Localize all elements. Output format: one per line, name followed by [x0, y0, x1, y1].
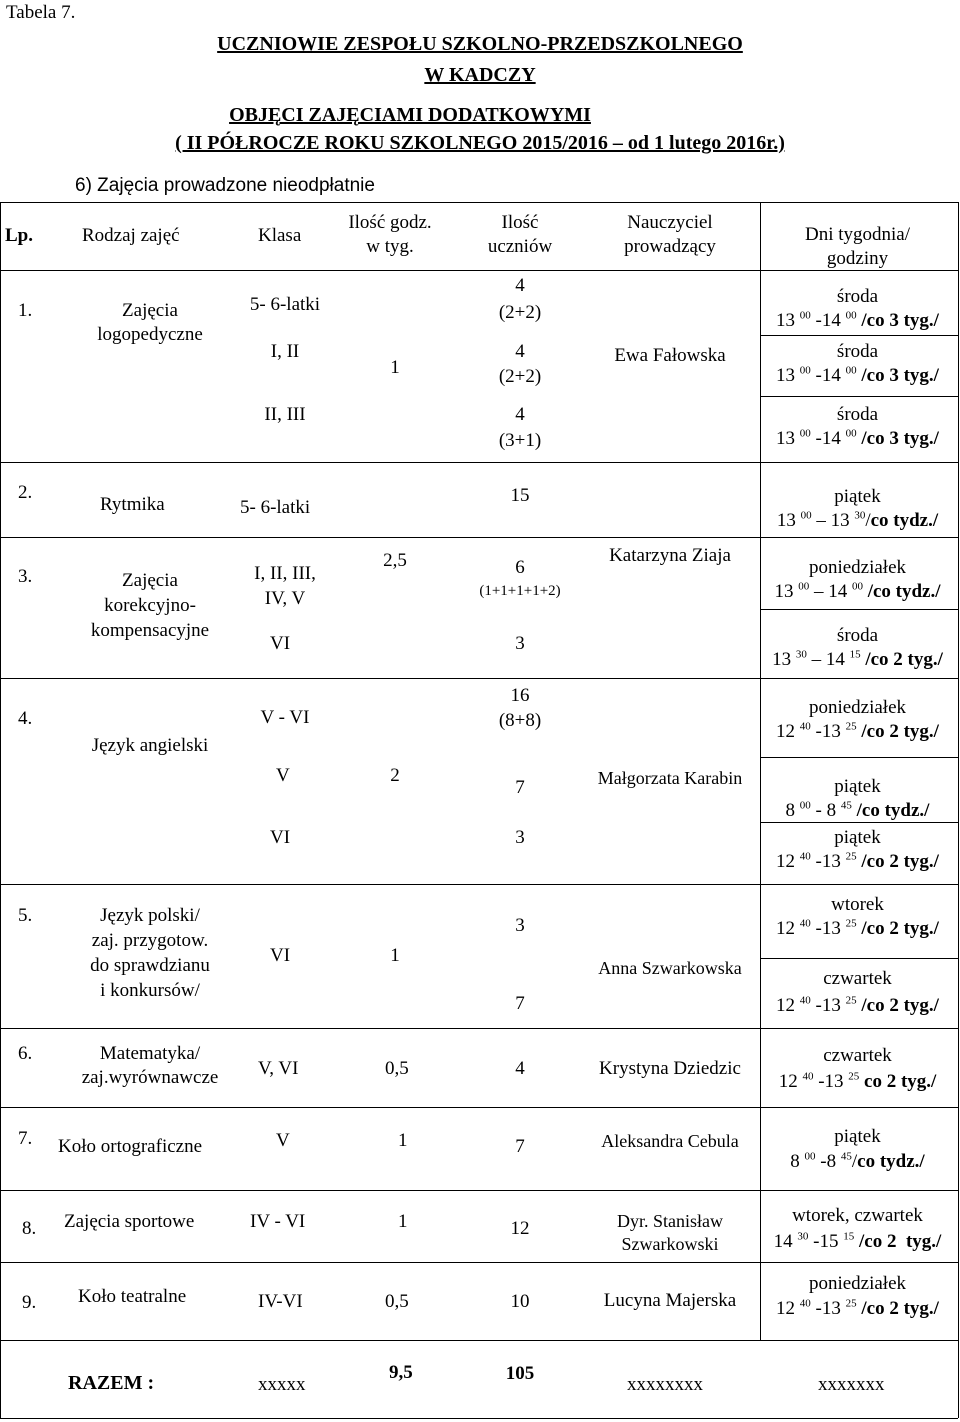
col-dni-2: godziny — [826, 248, 889, 269]
row-divider-8 — [0, 1262, 958, 1263]
row4-dni-2-time: 8 $^{00}$ - 8 $^{45}$ /co tydz./ — [785, 799, 930, 821]
row1-klasa-1: 5- 6-latki — [249, 294, 321, 315]
row2-dni-time: 13 $^{00}$ – 13 $^{30}$/co tydz./ — [776, 509, 939, 531]
row4-dni-2-day: piątek — [834, 776, 881, 797]
row5-naucz: Anna Szwarkowska — [598, 958, 742, 978]
row7-godz: 1 — [398, 1130, 408, 1151]
row1-dni-2-day: środa — [836, 341, 879, 362]
row4-uczn-1b: (8+8) — [498, 710, 542, 731]
col-rodzaj: Rodzaj zajęć — [82, 225, 180, 246]
row2-uczn: 15 — [510, 485, 530, 506]
row1-dni-3-time: 13 $^{00}$ -14 $^{00}$ /co 3 tyg./ — [776, 427, 939, 449]
row1-uczn-1: 4 — [515, 275, 525, 296]
title-line-1: UCZNIOWIE ZESPOŁU SZKOLNO-PRZEDSZKOLNEGO — [217, 33, 743, 55]
row3-klasa-3: VI — [270, 633, 291, 654]
row7-dni-day: piątek — [834, 1126, 881, 1147]
table-right-border — [958, 202, 959, 1418]
row3-naucz: Katarzyna Ziaja — [609, 545, 731, 566]
row4-klasa-1: V - VI — [260, 707, 310, 728]
row1-dni-1-day: środa — [836, 286, 879, 307]
total-godz: 9,5 — [389, 1362, 413, 1383]
row8-lp: 8. — [22, 1218, 37, 1239]
row1-dni-1-time: 13 $^{00}$ -14 $^{00}$ /co 3 tyg./ — [776, 309, 939, 331]
row1-rodzaj-1: Zajęcia — [122, 300, 178, 321]
row3-uczn-2: 3 — [515, 633, 525, 654]
row2-rodzaj: Rytmika — [100, 494, 165, 515]
table-left-border — [0, 202, 1, 1418]
table-top-border — [0, 202, 958, 203]
row3-dni-1-time: 13 $^{00}$ – 14 $^{00}$ /co tydz./ — [774, 580, 941, 602]
row7-rodzaj: Koło ortograficzne — [58, 1136, 203, 1157]
row3-dni-2-day: środa — [836, 625, 879, 646]
col-godz-2: w tyg. — [366, 236, 414, 257]
row1-uczn-2b: (2+2) — [498, 366, 542, 387]
row1-godz: 1 — [390, 357, 400, 378]
row6-rodzaj-1: Matematyka/ — [99, 1043, 201, 1064]
row5-uczn-1: 3 — [515, 915, 525, 936]
row4-divider-b — [760, 822, 958, 823]
row-divider-6 — [0, 1107, 958, 1108]
row4-rodzaj: Język angielski — [91, 735, 209, 756]
row7-uczn: 7 — [515, 1136, 525, 1157]
header-bottom-border — [0, 270, 958, 271]
row8-klasa: IV - VI — [250, 1211, 306, 1232]
row4-uczn-3: 3 — [515, 827, 525, 848]
row6-rodzaj-2: zaj.wyrównawcze — [81, 1067, 219, 1088]
row3-divider — [760, 609, 958, 610]
row1-uczn-3b: (3+1) — [498, 430, 542, 451]
row7-naucz: Aleksandra Cebula — [601, 1131, 739, 1151]
col-naucz-1: Nauczyciel — [627, 212, 713, 233]
col-lp: Lp. — [5, 225, 33, 246]
col-uczn-2: uczniów — [487, 236, 553, 257]
row4-dni-1-day: poniedziałek — [808, 697, 907, 718]
row3-rodzaj-2: korekcyjno- — [104, 595, 196, 616]
row1-uczn-1b: (2+2) — [498, 302, 542, 323]
table-label: Tabela 7. — [6, 2, 76, 23]
row-divider-7 — [0, 1190, 958, 1191]
row5-lp: 5. — [18, 905, 33, 926]
row8-dni-time: 14 $^{30}$ -15 $^{15}$ /co 2 tyg./ — [773, 1230, 942, 1252]
row1-klasa-2: I, II — [270, 341, 300, 362]
row8-uczn: 12 — [510, 1218, 530, 1239]
row1-divider-b — [760, 396, 958, 397]
row6-klasa: V, VI — [258, 1058, 299, 1079]
row-divider-4 — [0, 884, 958, 885]
row9-rodzaj: Koło teatralne — [78, 1286, 187, 1307]
row7-klasa: V — [276, 1130, 290, 1151]
row6-uczn: 4 — [515, 1058, 525, 1079]
row4-klasa-2: V — [276, 765, 290, 786]
row8-dni-day: wtorek, czwartek — [792, 1205, 923, 1226]
col-naucz-2: prowadzący — [624, 236, 716, 257]
row8-godz: 1 — [398, 1211, 408, 1232]
row5-godz: 1 — [390, 945, 400, 966]
row3-dni-2-time: 13 $^{30}$ – 14 $^{15}$ /co 2 tyg./ — [772, 648, 943, 670]
total-klasa: xxxxx — [258, 1374, 306, 1395]
title-line-3: OBJĘCI ZAJĘCIAMI DODATKOWYMI — [229, 104, 591, 126]
row6-dni-time: 12 $^{40}$ -13 $^{25}$ co 2 tyg./ — [778, 1070, 937, 1092]
row4-divider-a — [760, 757, 958, 758]
row3-uczn-1: 6 — [515, 557, 525, 578]
row3-klasa-1: I, II, III, — [254, 563, 316, 584]
row1-dni-3-day: środa — [836, 404, 879, 425]
total-label: RAZEM : — [68, 1372, 155, 1394]
row6-lp: 6. — [18, 1043, 33, 1064]
col-uczn-1: Ilość — [501, 212, 539, 233]
row5-rodzaj-4: i konkursów/ — [100, 980, 200, 1001]
row2-dni-day: piątek — [834, 486, 881, 507]
row9-naucz: Lucyna Majerska — [603, 1290, 737, 1311]
row1-naucz: Ewa Fałowska — [614, 345, 726, 366]
row-divider-3 — [0, 678, 958, 679]
row5-dni-2-time: 12 $^{40}$ -13 $^{25}$ /co 2 tyg./ — [776, 994, 939, 1016]
row9-dni-time: 12 $^{40}$ -13 $^{25}$ /co 2 tyg./ — [776, 1297, 939, 1319]
row4-dni-3-time: 12 $^{40}$ -13 $^{25}$ /co 2 tyg./ — [776, 850, 939, 872]
row-divider-9 — [0, 1340, 958, 1341]
table-bottom-border — [0, 1418, 958, 1419]
row5-divider — [760, 958, 958, 959]
row1-uczn-2: 4 — [515, 341, 525, 362]
dni-column-border — [760, 202, 761, 1340]
row8-naucz-2: Szwarkowski — [621, 1234, 719, 1254]
col-klasa: Klasa — [258, 225, 302, 246]
row7-dni-time: 8 $^{00}$ -8 $^{45}$/co tydz./ — [790, 1150, 925, 1172]
row7-lp: 7. — [18, 1128, 33, 1149]
row8-rodzaj: Zajęcia sportowe — [64, 1211, 195, 1232]
row3-rodzaj-1: Zajęcia — [122, 570, 178, 591]
row1-dni-2-time: 13 $^{00}$ -14 $^{00}$ /co 3 tyg./ — [776, 364, 939, 386]
row5-rodzaj-3: do sprawdzianu — [90, 955, 210, 976]
row9-lp: 9. — [22, 1292, 37, 1313]
row3-dni-1-day: poniedziałek — [808, 557, 907, 578]
row3-godz: 2,5 — [383, 550, 407, 571]
col-godz-1: Ilość godz. — [348, 212, 432, 233]
row6-dni-day: czwartek — [823, 1045, 892, 1066]
row2-klasa: 5- 6-latki — [240, 497, 311, 518]
row4-klasa-3: VI — [270, 827, 291, 848]
row5-dni-1-day: wtorek — [831, 894, 884, 915]
row5-dni-1-time: 12 $^{40}$ -13 $^{25}$ /co 2 tyg./ — [776, 917, 939, 939]
row5-dni-2-day: czwartek — [823, 968, 892, 989]
row5-klasa: VI — [270, 945, 291, 966]
col-dni-1: Dni tygodnia/ — [804, 224, 911, 245]
row-divider-1 — [0, 462, 958, 463]
row8-naucz-1: Dyr. Stanisław — [617, 1211, 723, 1231]
row9-klasa: IV-VI — [258, 1291, 303, 1312]
row-divider-5 — [0, 1028, 958, 1029]
row4-uczn-2: 7 — [515, 777, 525, 798]
title-line-2: W KADCZY — [424, 64, 536, 86]
row1-rodzaj-2: logopedyczne — [97, 324, 203, 345]
row6-godz: 0,5 — [385, 1058, 409, 1079]
row5-uczn-2: 7 — [515, 993, 525, 1014]
row1-klasa-3: II, III — [264, 404, 306, 425]
row4-godz: 2 — [390, 765, 400, 786]
row3-lp: 3. — [18, 566, 33, 587]
total-dni: xxxxxxx — [818, 1374, 885, 1395]
row9-dni-day: poniedziałek — [808, 1273, 907, 1294]
row4-uczn-1: 16 — [510, 685, 530, 706]
row5-rodzaj-2: zaj. przygotow. — [91, 930, 209, 951]
subtitle: 6) Zajęcia prowadzone nieodpłatnie — [75, 175, 375, 196]
row9-uczn: 10 — [510, 1291, 530, 1312]
row3-rodzaj-3: kompensacyjne — [90, 620, 210, 641]
total-naucz: xxxxxxxx — [627, 1374, 703, 1395]
row3-uczn-1b: (1+1+1+1+2) — [479, 583, 561, 599]
row5-rodzaj-1: Język polski/ — [100, 905, 200, 926]
row1-uczn-3: 4 — [515, 404, 525, 425]
total-uczn: 105 — [505, 1363, 535, 1384]
title-line-4: ( II PÓŁROCZE ROKU SZKOLNEGO 2015/2016 – od 1 lutego 2016r.) — [175, 132, 785, 154]
row6-naucz: Krystyna Dziedzic — [599, 1058, 741, 1079]
row-divider-2 — [0, 537, 958, 538]
row9-godz: 0,5 — [385, 1291, 409, 1312]
row2-lp: 2. — [18, 482, 33, 503]
row4-lp: 4. — [18, 708, 33, 729]
row1-lp: 1. — [18, 300, 33, 321]
row4-dni-1-time: 12 $^{40}$ -13 $^{25}$ /co 2 tyg./ — [776, 720, 939, 742]
row1-divider-a — [760, 335, 958, 336]
row3-klasa-2: IV, V — [264, 588, 306, 609]
row4-dni-3-day: piątek — [834, 827, 881, 848]
row4-naucz: Małgorzata Karabin — [597, 768, 743, 788]
